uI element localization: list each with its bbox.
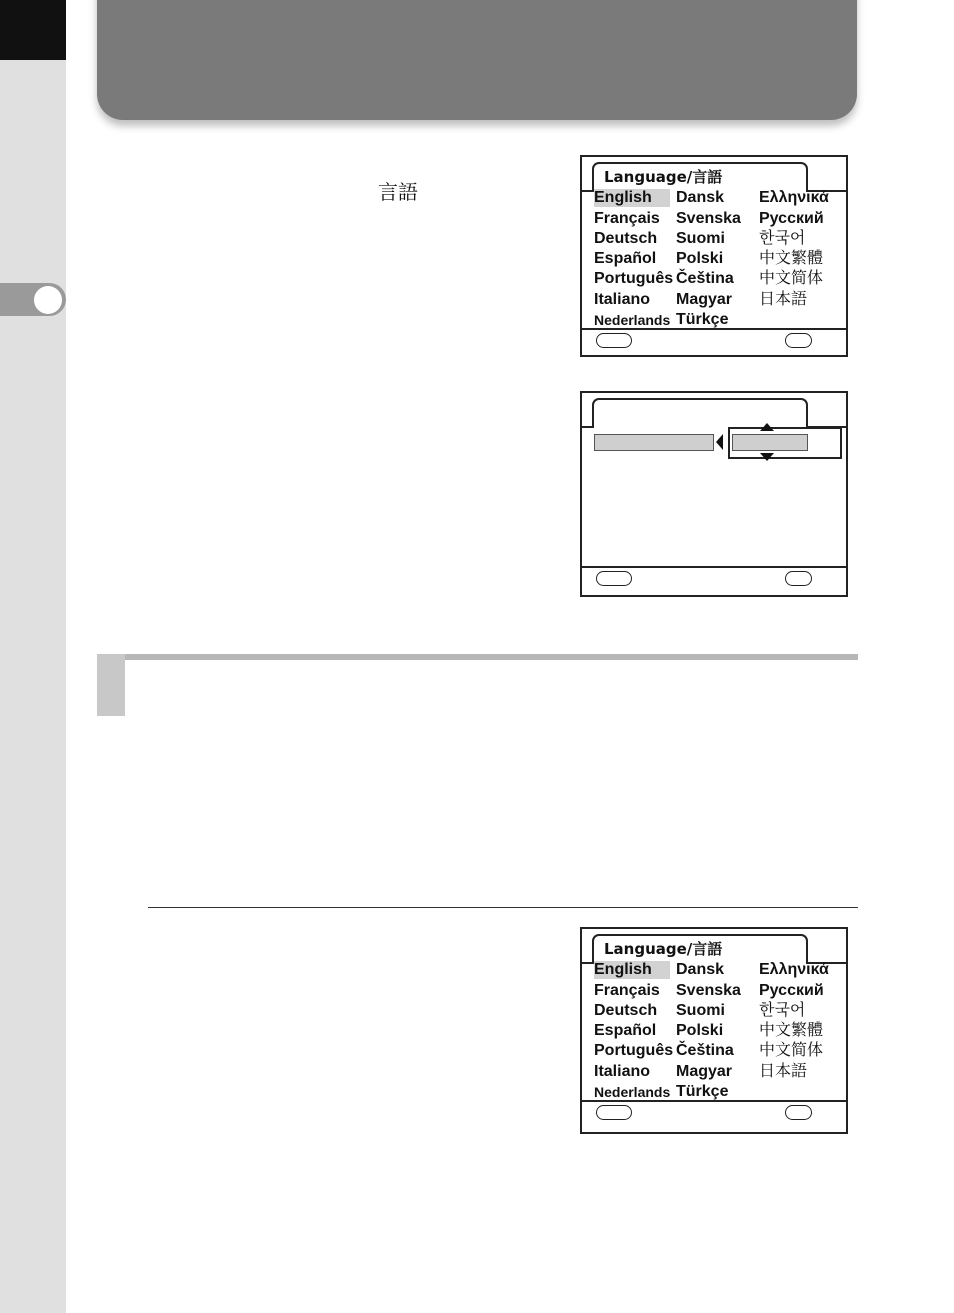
language-option[interactable]: Português bbox=[594, 270, 674, 287]
language-option[interactable]: 日本語 bbox=[759, 1063, 808, 1080]
lcd-language-menu bbox=[580, 155, 848, 357]
language-option[interactable]: Türkçe bbox=[676, 1083, 729, 1100]
language-option[interactable]: Ελληνικά bbox=[759, 961, 829, 978]
language-option[interactable]: 日本語 bbox=[759, 291, 808, 308]
lcd-setting-screen bbox=[580, 391, 848, 597]
language-option[interactable]: Italiano bbox=[594, 291, 651, 308]
language-option[interactable]: 中文简体 bbox=[759, 270, 824, 287]
setting-item-highlight[interactable] bbox=[594, 434, 714, 451]
language-option[interactable]: Русский bbox=[759, 982, 824, 999]
language-option[interactable]: English bbox=[594, 961, 670, 979]
chapter-corner-tab bbox=[0, 0, 66, 60]
language-option[interactable]: Nederlands bbox=[594, 1084, 671, 1100]
language-option[interactable]: Nederlands bbox=[594, 312, 671, 328]
language-option[interactable]: 中文繁體 bbox=[759, 250, 824, 267]
ok-button-icon[interactable] bbox=[785, 333, 812, 348]
language-option[interactable]: Suomi bbox=[676, 230, 725, 247]
language-option[interactable]: Français bbox=[594, 210, 660, 227]
language-option[interactable]: Čeština bbox=[676, 270, 734, 287]
header-banner bbox=[97, 0, 857, 120]
value-highlight bbox=[732, 434, 808, 451]
ok-button-icon[interactable] bbox=[785, 1105, 812, 1120]
menu-button-icon[interactable] bbox=[596, 1105, 632, 1120]
language-option[interactable]: Deutsch bbox=[594, 1002, 658, 1019]
language-option[interactable]: Svenska bbox=[676, 210, 741, 227]
language-option[interactable]: Português bbox=[594, 1042, 674, 1059]
language-option[interactable]: 한국어 bbox=[759, 230, 806, 247]
section-marker bbox=[97, 654, 125, 716]
language-option[interactable]: Español bbox=[594, 250, 657, 267]
menu-tab bbox=[592, 398, 808, 428]
page-side-strip bbox=[0, 0, 66, 1313]
language-option[interactable]: Русский bbox=[759, 210, 824, 227]
language-jp-label: 言語 bbox=[378, 180, 418, 204]
arrow-left-icon bbox=[716, 434, 723, 450]
language-option[interactable]: Français bbox=[594, 982, 660, 999]
language-option[interactable]: Dansk bbox=[676, 961, 725, 978]
language-option[interactable]: Español bbox=[594, 1022, 657, 1039]
arrow-up-icon bbox=[760, 423, 774, 431]
menu-title: Language/言語 bbox=[604, 940, 723, 958]
language-option[interactable]: English bbox=[594, 189, 670, 207]
language-option[interactable]: Dansk bbox=[676, 189, 725, 206]
language-option[interactable]: Türkçe bbox=[676, 311, 729, 328]
language-option[interactable]: 中文繁體 bbox=[759, 1022, 824, 1039]
arrow-down-icon bbox=[760, 453, 774, 461]
language-option[interactable]: Ελληνικά bbox=[759, 189, 829, 206]
language-option[interactable]: Čeština bbox=[676, 1042, 734, 1059]
menu-button-icon[interactable] bbox=[596, 571, 632, 586]
lcd-language-menu-2 bbox=[580, 927, 848, 1134]
menu-title: Language/言語 bbox=[604, 168, 723, 186]
language-option[interactable]: 한국어 bbox=[759, 1002, 806, 1019]
language-option[interactable]: Magyar bbox=[676, 1063, 733, 1080]
chapter-number-badge bbox=[34, 286, 62, 314]
section-heading-bar bbox=[97, 654, 858, 660]
language-option[interactable]: Suomi bbox=[676, 1002, 725, 1019]
language-option[interactable]: Polski bbox=[676, 1022, 724, 1039]
language-option[interactable]: 中文简体 bbox=[759, 1042, 824, 1059]
menu-button-icon[interactable] bbox=[596, 333, 632, 348]
divider bbox=[148, 907, 858, 908]
language-option[interactable]: Magyar bbox=[676, 291, 733, 308]
language-option[interactable]: Deutsch bbox=[594, 230, 658, 247]
language-option[interactable]: Polski bbox=[676, 250, 724, 267]
language-option[interactable]: Italiano bbox=[594, 1063, 651, 1080]
ok-button-icon[interactable] bbox=[785, 571, 812, 586]
language-option[interactable]: Svenska bbox=[676, 982, 741, 999]
